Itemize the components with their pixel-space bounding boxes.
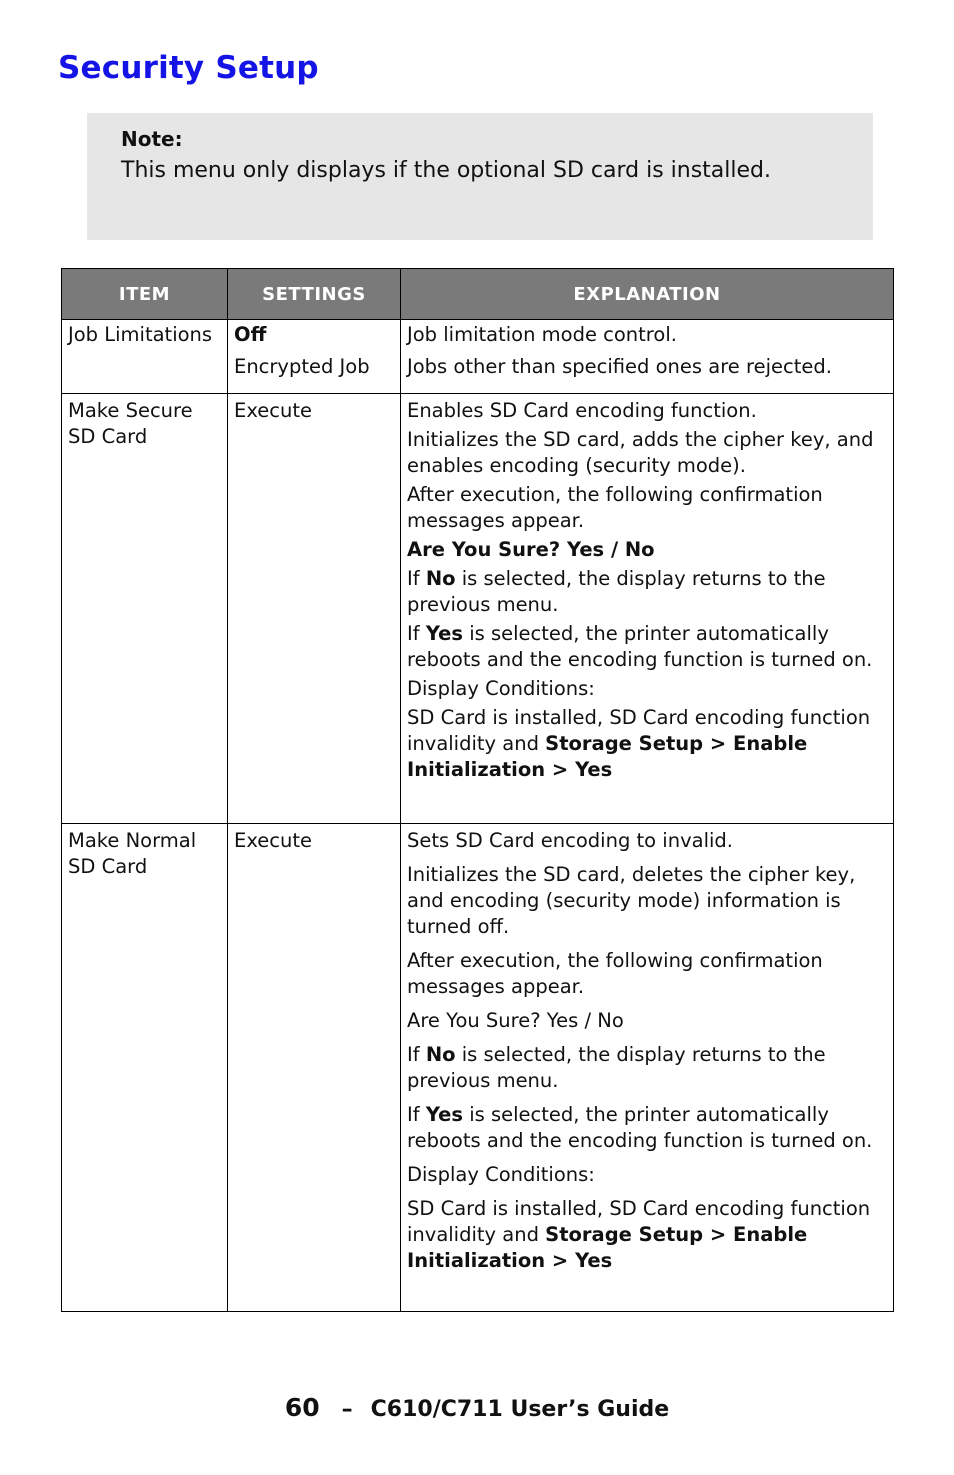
explanation-text: SD Card is installed, SD Card encoding function invalidity and Storage Setup > Enable Initialization > Yes <box>407 706 871 781</box>
footer-separator: – <box>341 1397 353 1422</box>
confirmation-message: Are You Sure? Yes / No <box>407 1009 624 1032</box>
table-row <box>62 824 894 1312</box>
cell-item <box>62 824 228 1312</box>
cell-item <box>62 394 228 824</box>
explanation-text: If No is selected, the display returns to the previous menu. <box>407 567 826 616</box>
explanation-text: Enables SD Card encoding function. <box>407 399 757 422</box>
header-item: ITEM <box>62 269 228 320</box>
cell-item <box>62 320 228 394</box>
table-row <box>62 320 894 394</box>
note-text: This menu only displays if the optional SD card is installed. <box>121 158 771 183</box>
note-box <box>87 113 873 240</box>
header-settings: SETTINGS <box>228 269 401 320</box>
cell-settings <box>228 824 401 1312</box>
explanation-text: If No is selected, the display returns to the previous menu. <box>407 1043 826 1092</box>
setting-value: Off <box>234 323 267 346</box>
explanation-text: After execution, the following confirmation messages appear. <box>407 483 823 532</box>
explanation-text: After execution, the following confirmation messages appear. <box>407 949 823 998</box>
item-label: Make Normal SD Card <box>68 829 197 878</box>
explanation-text: If Yes is selected, the printer automatically reboots and the encoding function is turned on. <box>407 1103 873 1152</box>
setting-value: Encrypted Job <box>234 355 370 378</box>
setting-value: Execute <box>234 399 312 422</box>
explanation-text: Initializes the SD card, adds the cipher key, and enables encoding (security mode). <box>407 428 874 477</box>
explanation-text: Display Conditions: <box>407 677 595 700</box>
cell-explanation <box>401 824 894 1312</box>
cell-explanation <box>401 394 894 824</box>
explanation-text: Display Conditions: <box>407 1163 595 1186</box>
security-setup-table <box>61 268 894 1312</box>
explanation-text: Job limitation mode control. <box>407 323 677 346</box>
page-number: 60 <box>284 1393 320 1422</box>
explanation-text: If Yes is selected, the printer automatically reboots and the encoding function is turned on. <box>407 622 873 671</box>
note-label: Note: <box>121 127 183 151</box>
table-header-row <box>62 269 894 320</box>
page-title: Security Setup <box>58 50 319 86</box>
table-row <box>62 394 894 824</box>
guide-title: C610/C711 User’s Guide <box>370 1397 670 1422</box>
explanation-text: Initializes the SD card, deletes the cipher key, and encoding (security mode) information is turned off. <box>407 863 856 938</box>
explanation-text: Jobs other than specified ones are rejected. <box>407 355 832 378</box>
explanation-text: SD Card is installed, SD Card encoding function invalidity and Storage Setup > Enable Initialization > Yes <box>407 1197 871 1272</box>
setting-value: Execute <box>234 829 312 852</box>
cell-settings <box>228 394 401 824</box>
confirmation-message: Are You Sure? Yes / No <box>407 538 655 561</box>
page-footer <box>0 1388 954 1430</box>
explanation-text: Sets SD Card encoding to invalid. <box>407 829 733 852</box>
header-explanation: EXPLANATION <box>401 269 894 320</box>
item-label: Job Limitations <box>68 323 213 346</box>
cell-settings <box>228 320 401 394</box>
item-label: Make Secure SD Card <box>68 399 193 448</box>
cell-explanation <box>401 320 894 394</box>
